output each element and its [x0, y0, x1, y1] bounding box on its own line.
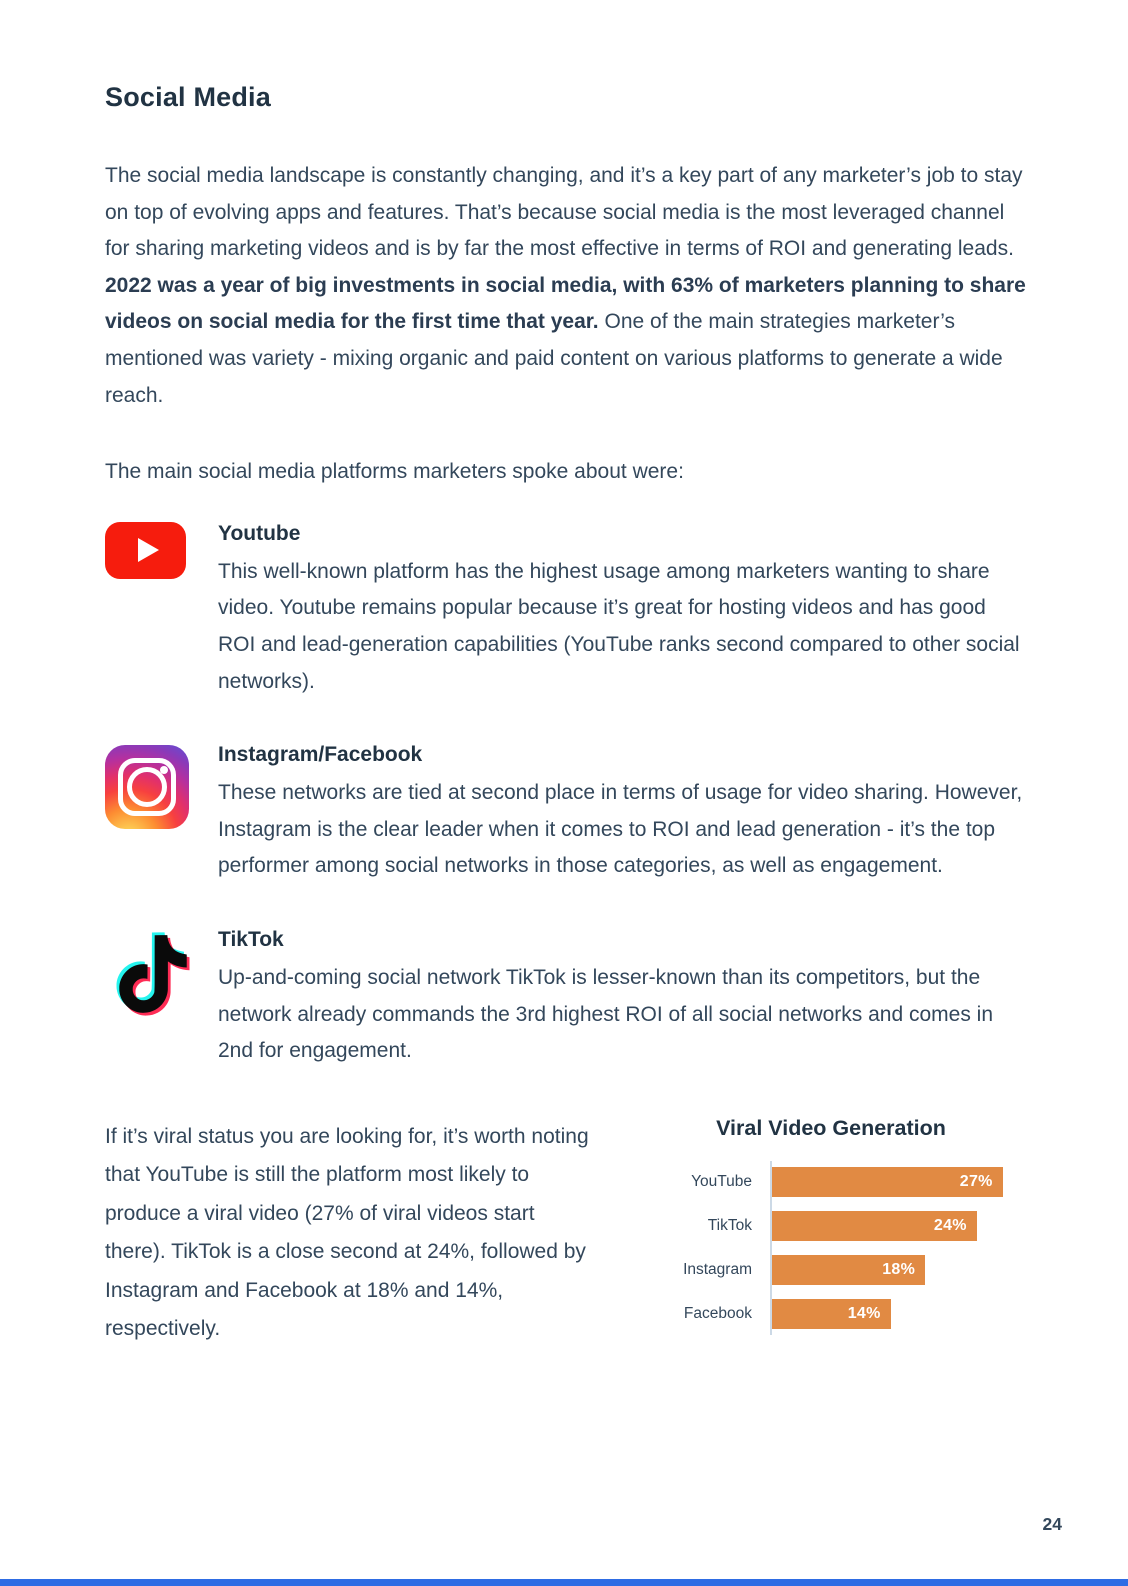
platform-icon-column	[105, 740, 218, 885]
platform-icon-column	[105, 519, 218, 700]
intro-text-pre: The social media landscape is constantly changing, and it’s a key part of any marketer’s job to stay on top of evolving apps and features. That’s because social media is the most leveraged channel for sharing marketing videos and is by far the most effective in terms of ROI and generating leads.	[105, 164, 1023, 261]
platform-text-column	[218, 740, 1028, 885]
chart-bar-value: 27%	[959, 1172, 993, 1190]
chart-bar-value: 24%	[933, 1216, 967, 1234]
chart-title: Viral Video Generation	[716, 1115, 946, 1140]
lead-in-sentence: The main social media platforms marketers spoke about were:	[105, 460, 684, 484]
platform-item-youtube	[105, 519, 1028, 700]
platform-name: Youtube	[218, 521, 301, 545]
youtube-play-glyph	[138, 538, 159, 562]
platform-description: Up-and-coming social network TikTok is lesser-known than its competitors, but the network already commands the 3rd highest ROI of all social networks and comes in 2nd for engagement.	[218, 965, 994, 1063]
intro-text-bold: 2022 was a year of big investments in social media, with 63% of marketers planning to share videos on social media for the first time that year.	[105, 273, 1026, 334]
chart-plot-area	[655, 1167, 1007, 1329]
platform-icon-column	[105, 925, 218, 1070]
platform-description: This well-known platform has the highest usage among marketers wanting to share video. Youtube remains popular because it’s great for hosting videos and has good ROI and lead-generation capabilities (YouTube ranks second compared to other social networks).	[218, 559, 1020, 693]
chart-category-label: Facebook	[683, 1304, 752, 1322]
youtube-icon	[105, 522, 186, 579]
page-number: 24	[1042, 1514, 1062, 1534]
chart-bar-track	[770, 1299, 1007, 1329]
chart-bar-value: 14%	[847, 1304, 881, 1322]
platform-description: These networks are tied at second place in terms of usage for video sharing. However, Instagram is the clear leader when it comes to ROI and lead generation - it’s the top performer among social networks in those categories, as well as engagement.	[218, 781, 1023, 878]
intro-paragraph	[105, 158, 1027, 414]
chart-bar	[770, 1167, 1003, 1197]
chart-category-label: YouTube	[691, 1172, 752, 1190]
page-title: Social Media	[105, 82, 271, 112]
chart-bar	[770, 1255, 925, 1285]
platform-list	[105, 519, 1028, 1070]
document-page	[0, 82, 1128, 1349]
platform-text-column	[218, 519, 1028, 700]
intro-text-post: One of the main strategies marketer’s mentioned was variety - mixing organic and paid content on various platforms to generate a wide reach.	[105, 310, 1003, 407]
platform-item-tiktok	[105, 925, 1028, 1070]
platform-text-column	[218, 925, 1028, 1070]
chart-bar-track	[770, 1211, 1007, 1241]
platform-item-instagram-facebook	[105, 740, 1028, 885]
chart-bar-value: 18%	[882, 1260, 916, 1278]
platform-name: TikTok	[218, 927, 284, 951]
chart-bar	[770, 1299, 891, 1329]
instagram-camera-frame	[118, 758, 176, 816]
chart-bar-track	[770, 1167, 1007, 1197]
instagram-flash-dot	[160, 766, 168, 774]
chart-category-label: TikTok	[707, 1216, 752, 1234]
footer-accent-bar	[0, 1579, 1128, 1586]
chart-bar-track	[770, 1255, 1007, 1285]
viral-paragraph: If it’s viral status you are looking for, it’s worth noting that YouTube is still the platform most likely to produce a viral video (27% of viral videos start there). TikTok is a close second at 24%, followed by Instagram and Facebook at 18% and 14%, respectively.	[105, 1124, 589, 1341]
chart-bar	[770, 1211, 977, 1241]
chart-category-label: Instagram	[683, 1260, 752, 1278]
instagram-icon	[105, 745, 189, 829]
platform-name: Instagram/Facebook	[218, 743, 423, 767]
tiktok-icon	[109, 928, 197, 1020]
viral-section	[105, 1114, 1028, 1349]
viral-video-chart	[655, 1114, 1007, 1349]
